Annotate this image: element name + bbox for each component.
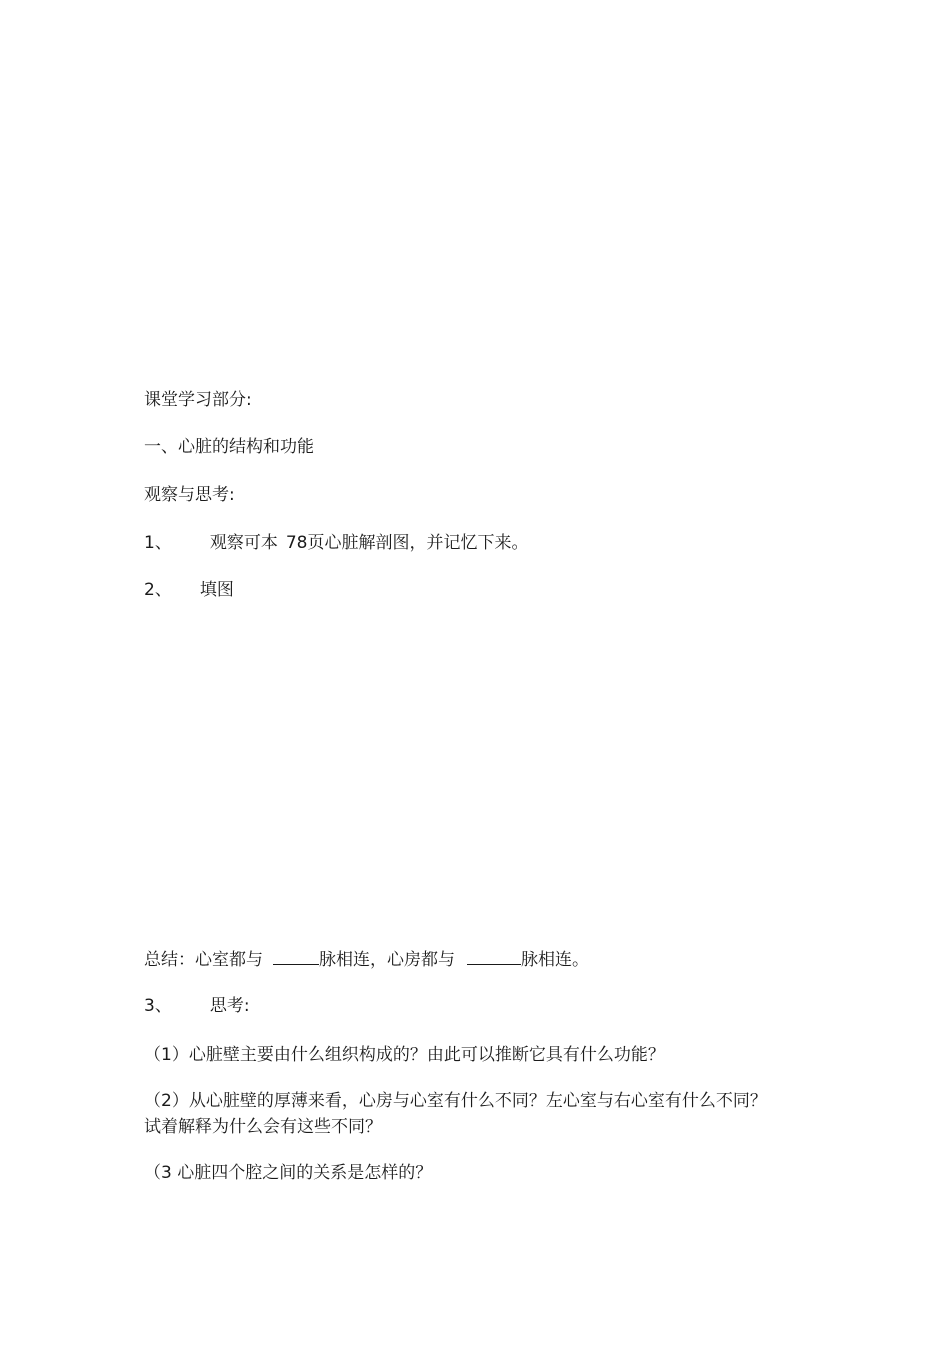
- item-2-text: 填图: [199, 580, 234, 600]
- item-1-page: 78: [285, 533, 308, 553]
- summary-middle: 脉相连，心房都与: [319, 950, 455, 970]
- summary-suffix: 脉相连。: [521, 950, 589, 970]
- summary-blank-1[interactable]: [273, 948, 319, 965]
- summary-line: [144, 948, 589, 971]
- observe-heading: 观察与思考:: [144, 485, 235, 505]
- item-1-text: 观察可本: [209, 533, 278, 553]
- question-3: （3 心脏四个腔之间的关系是怎样的？: [144, 1163, 433, 1183]
- summary-prefix: 总结：心室都与: [144, 950, 263, 970]
- question-2: （2）从心脏壁的厚薄来看，心房与心室有什么不同？左心室与右心室有什么不同？试着解释为什么会有这些不同？: [144, 1091, 767, 1137]
- item-3-text: 思考:: [209, 996, 250, 1016]
- item-2-number: 2、: [144, 580, 172, 600]
- item-2: [144, 579, 234, 601]
- item-1: [144, 532, 528, 554]
- item-1-text-after: 页心脏解剖图，并记忆下来。: [307, 533, 529, 553]
- item-3: [144, 995, 250, 1017]
- question-1: （1）心脏壁主要由什么组织构成的？由此可以推断它具有什么功能？: [144, 1045, 665, 1065]
- part-one-heading: 一、心脏的结构和功能: [144, 437, 314, 457]
- item-1-number: 1、: [144, 533, 172, 553]
- item-3-number: 3、: [144, 996, 172, 1016]
- section-heading: 课堂学习部分:: [144, 390, 252, 410]
- summary-blank-2[interactable]: [467, 948, 521, 965]
